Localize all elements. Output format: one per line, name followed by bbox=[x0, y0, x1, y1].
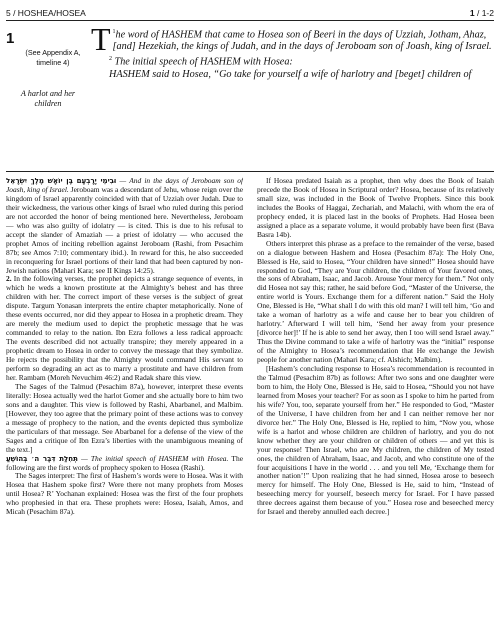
section-sidenote: A harlot and her children bbox=[20, 89, 76, 108]
verse-number: 2 bbox=[109, 56, 112, 63]
verse-2-line-2: HASHEM said to Hosea, “Go take for yourself a wife of harlotry and [beget] children of bbox=[109, 68, 472, 80]
verse-2-continued bbox=[91, 69, 496, 81]
verse-number: 1 bbox=[112, 29, 116, 35]
commentary-paragraph: [Hashem’s concluding response to Hosea’s recommendation is recounted in the Talmud (Pesachim 87b) as follows: After two sons and one daughter were born to him, the Holy One, Blessed is He, said to Hosea, “Should you not have learned from Moses your teacher? For as soon as I spoke to him he parted from his wife? You, too, separate yourself from her.” He responded to God, “Master of the Universe, I have children from her and I can neither remove her nor divorce her.” The Holy One, Blessed is He, replied to him, “Now you, whose wife is a harlot and whose children are children of harlotry, and you do not know whether they are your children or children of others — and yet this is your response! Then Israel, who are My children, the children of My tested ones, the children of Abraham, Isaac, and Jacob, and who constitute one of the four acquisitions I have in the world . . . and you tell Me, ‘Exchange them for another nation’!” Upon realizing that he had sinned, Hosea arose to beseech mercy for himself. The Holy One, Blessed is He, said to him, “Instead of beseeching mercy for yourself, beseech mercy for Israel. For I have passed three decrees against them because of you.” Hosea rose and beseeched mercy for Israel and thereby annulled each decree.] bbox=[257, 364, 494, 517]
commentary-paragraph: The Sages of the Talmud (Pesachim 87a), however, interpret these events literally: Hosea actually wed the harlot Gomer and she actually bore to him two sons and a daughter. This view is followed by Rashi, Abarbanel, and Malbim. [However, they too agree that the primary point of these actions was to convey a message of prophecy to the nation, and the events depicted thus symbolize the particulars of that message. See Abarbanel for a defense of the view of the Sages and a critique of Ibn Ezra’s liberties with the unambiguous meaning of the text.] bbox=[6, 381, 243, 454]
running-header bbox=[6, 4, 494, 21]
appendix-reference: (See Appendix A, timeline 4) bbox=[25, 48, 81, 67]
commentary-paragraph: The Sages interpret: The first of Hashem’s words were to Hosea. Was it with Hosea that Hashem spoke first? Were there not many prophets from Moses until Hosea? R’ Yochanan explained: Hosea was the first of the four prophets who prophesied in that era. These prophets were: Hosea, Isaiah, Amos, and Micah (Pesachim 87a). bbox=[6, 471, 243, 517]
hebrew-lemma: תְּחִלַּת דִּבֶּר ה׳ בְּהוֹשֵׁעַ bbox=[6, 454, 78, 463]
lemma-translation: — The initial speech of HASHEM with Hosea. bbox=[77, 453, 229, 463]
commentary-paragraph: Others interpret this phrase as a preface to the remainder of the verse, based on a dialogue between Hashem and Hosea (Pesachim 87a): The Holy One, Blessed is He, said to Hosea, “Your children have sinned!” Hosea should have responded to God, “They are Your children, the children of Your favored ones, the sons of Abraham, Isaac, and Jacob. Arouse Your mercy for them.” Not only did Hosea not say this; rather, he said before God, “Master of the Universe, the entire world is Yours. Exchange them for a different nation.” Said the Holy One, Blessed is He, “What shall I do with this old man? I will tell him, ‘Go and take a woman of harlotry as a wife and cause her to bear you children of harlotry.’ Afterward I will tell him, ‘Send her away from your presence [divorce her]!’ If he is able to send her away, then I too will send Israel away.” Thus the Divine command to take a wife of harlotry was the “initial” response of the Almighty to Hosea’s recommendation that He exchange the Jewish people for another nation (Mahari Kara; cf. Alshich; Malbim). bbox=[257, 238, 494, 365]
hebrew-lemma: וּבִימֵי יָרָבְעָם בֶּן יוֹאָשׁ מֶלֶךְ יִשְׂרָאֵל bbox=[6, 177, 117, 185]
verse-2-line-1: The initial speech of HASHEM with Hosea: bbox=[114, 56, 293, 68]
verse-1-text: he word of HASHEM that came to Hosea son of Beeri in the days of Uzziah, Jotham, Ahaz, [and] Hezekiah, the kings of Judah, and in the days of Jeroboam son of Joash, king of Israel. bbox=[112, 29, 492, 53]
header-book-title: 5 / HOSHEA/HOSEA bbox=[6, 8, 86, 18]
commentary-left-column bbox=[6, 177, 243, 609]
commentary-paragraph: If Hosea predated Isaiah as a prophet, then why does the Book of Isaiah precede the Book of Hosea in Scriptural order? Hosea, because of its relatively small size, was included in the Book of Twelve Prophets. Since this book includes the Books of Haggai, Zechariah, and Malachi, with whom the era of prophecy ended, it is placed last in the books of Prophets. Had Hosea been assigned a place as a separate volume, it would probably have been first (Bava Basra 14b). bbox=[257, 177, 494, 239]
verse-1 bbox=[91, 21, 496, 57]
drop-cap: T bbox=[91, 21, 111, 57]
header-chapter-verse: 1 / 1-2 bbox=[469, 8, 494, 18]
commentary-paragraph: 2. In the following verses, the prophet depicts a strange sequence of events, in which he weds a known prostitute at the Almighty’s behest and has three children with her. The correct import of these verses is the subject of great dispute. Targum Yonasan interprets the entire chapter metaphorically. None of these events occurred, nor did they appear to Hosea in a prophetic dream. They are merely the medium used to depict the prophetic message that he was commanded to relay to the nation. Ibn Ezra follows a less radical approach: The events described did not actually transpire; they merely appeared in a prophetic dream to Hosea in order to convey the message that they symbolize. He rejects the possibility that the Almighty would command His servant to perform so degrading an act as to marry a prostitute and have children from her. Rambam (Moreh Nevuchim 46:2) and Radak share this view. bbox=[6, 274, 243, 382]
commentary-right-column bbox=[257, 177, 494, 609]
chapter-number: 1 bbox=[6, 30, 15, 47]
scripture-text bbox=[91, 21, 496, 81]
commentary-paragraph: וּבִימֵי יָרָבְעָם בֶּן יוֹאָשׁ מֶלֶךְ יִשְׂרָאֵל — And in the days of Jeroboam son of Joash, king of Israel. Jeroboam was a descendant of Jehu, whose reign over the kingdom of Israel apparently coincided with that of Uzziah over Judah. Due to their wickedness, the various other kings of Israel who ruled during this period are not accorded the honor of being mentioned here. Nevertheless, Jeroboam — who was also guilty of idolatry — is cited. This is due to his refusal to accept the slander of Amaziah — a priest of idolatry — who accused the prophet Amos of inciting rebellion against Jeroboam (Rashi, from Pesachim 87b; see Amos 7:10; commentary ibid.). In reward for this, he also succeeded in reconquering for Israel portions of their land that had been captured by non-Jewish nations (Mahari Kara; see II Kings 14:25). bbox=[6, 177, 243, 275]
section-divider bbox=[6, 171, 494, 172]
lemma-translation: — And in the days of Jeroboam son of Joash, king of Israel. bbox=[6, 177, 243, 194]
verse-2 bbox=[91, 53, 496, 68]
verse-ref: 2. bbox=[6, 274, 12, 284]
commentary-paragraph: תְּחִלַּת דִּבֶּר ה׳ בְּהוֹשֵׁעַ — The initial speech of HASHEM with Hosea. The following are the first words of prophecy spoken to Hosea (Rashi). bbox=[6, 453, 243, 472]
